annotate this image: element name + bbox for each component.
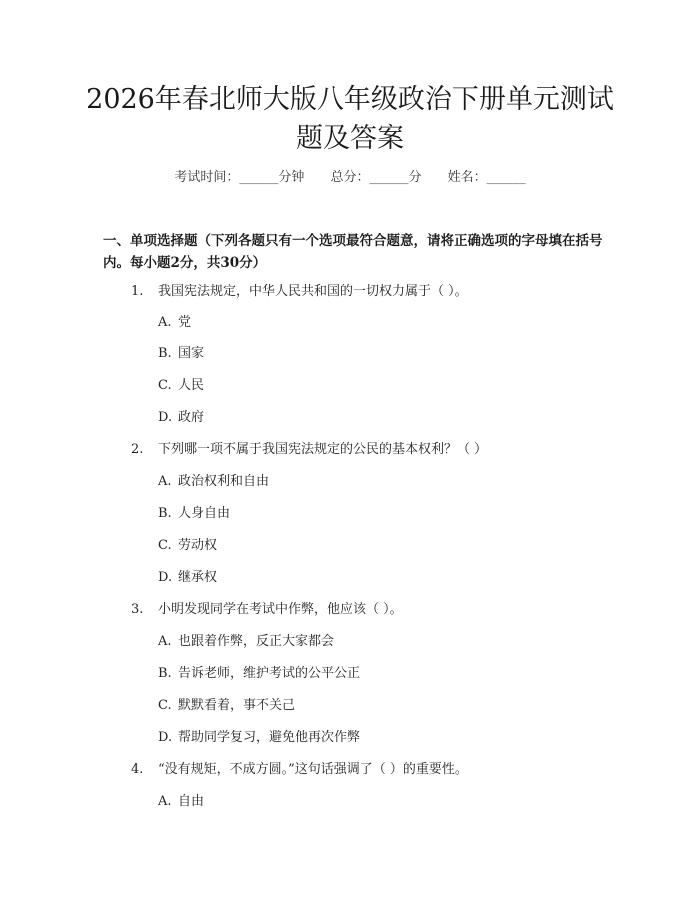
title-line-2: 题及答案 <box>296 123 404 154</box>
question-text: 我国宪法规定，中华人民共和国的一切权力属于（ ）。 <box>158 284 468 299</box>
question-1-option-d <box>158 408 578 428</box>
option-text: 党 <box>178 315 192 330</box>
option-text: 帮助同学复习，避免他再次作弊 <box>178 730 361 745</box>
question-1-option-c <box>158 376 578 396</box>
option-letter: A. <box>158 794 172 809</box>
section-heading: 一、单项选择题（下列各题只有一个选项最符合题意，请将正确选项的字母填在括号内。每小题2分，共30分） <box>103 233 603 271</box>
question-2-option-c <box>158 536 578 556</box>
question-3-option-c <box>158 696 578 716</box>
question-text: 小明发现同学在考试中作弊，他应该（ ）。 <box>158 602 403 617</box>
question-2 <box>131 440 611 460</box>
exam-info-line <box>0 168 700 188</box>
option-text: 告诉老师，维护考试的公平公正 <box>178 666 361 681</box>
option-text: 继承权 <box>178 570 218 585</box>
question-2-option-a <box>158 472 578 492</box>
question-number: 2. <box>131 442 144 457</box>
option-letter: B. <box>158 346 172 361</box>
question-3 <box>131 600 611 620</box>
question-4 <box>131 760 611 780</box>
option-letter: A. <box>158 634 172 649</box>
option-letter: B. <box>158 506 172 521</box>
question-1 <box>131 282 611 302</box>
option-letter: D. <box>158 410 173 425</box>
question-text: 下列哪一项不属于我国宪法规定的公民的基本权利？（ ） <box>158 442 488 457</box>
question-2-option-b <box>158 504 578 524</box>
question-2-option-d <box>158 568 578 588</box>
question-number: 1. <box>131 284 144 299</box>
option-letter: A. <box>158 315 172 330</box>
question-4-option-a <box>158 792 578 812</box>
option-text: 人身自由 <box>178 506 231 521</box>
option-text: 自由 <box>178 794 205 809</box>
option-letter: D. <box>158 730 173 745</box>
question-number: 4. <box>131 762 144 777</box>
option-text: 人民 <box>178 378 205 393</box>
question-1-option-b <box>158 344 578 364</box>
option-letter: D. <box>158 570 173 585</box>
option-text: 政府 <box>178 410 205 425</box>
option-text: 政治权利和自由 <box>178 474 270 489</box>
exam-total-score: 总分：______分 <box>330 170 422 185</box>
option-letter: C. <box>158 698 172 713</box>
option-text: 国家 <box>178 346 205 361</box>
title-line-1: 2026年春北师大版八年级政治下册单元测试 <box>86 84 614 115</box>
question-number: 3. <box>131 602 144 617</box>
option-letter: B. <box>158 666 172 681</box>
question-3-option-b <box>158 664 578 684</box>
question-3-option-a <box>158 632 578 652</box>
document-title <box>70 80 630 158</box>
option-letter: C. <box>158 378 172 393</box>
question-text: “没有规矩，不成方圆。”这句话强调了（ ）的重要性。 <box>158 762 468 777</box>
question-3-option-d <box>158 728 578 748</box>
option-letter: A. <box>158 474 172 489</box>
option-text: 也跟着作弊，反正大家都会 <box>178 634 335 649</box>
option-text: 默默看着，事不关己 <box>178 698 296 713</box>
exam-name: 姓名：______ <box>447 170 526 185</box>
option-letter: C. <box>158 538 172 553</box>
question-1-option-a <box>158 313 578 333</box>
option-text: 劳动权 <box>178 538 218 553</box>
exam-time: 考试时间：______分钟 <box>174 170 305 185</box>
